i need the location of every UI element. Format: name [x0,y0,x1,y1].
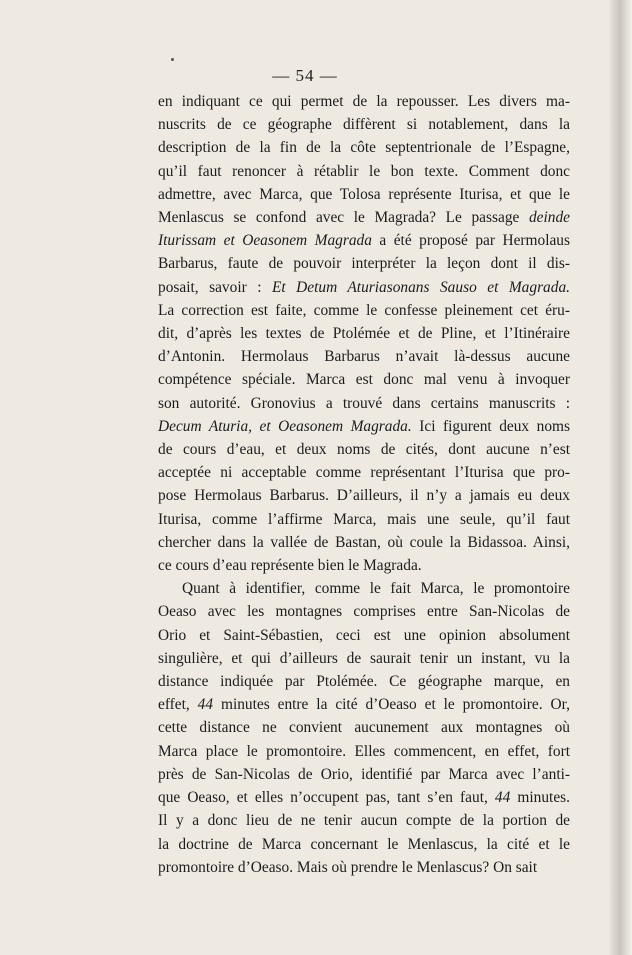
text-run: cette distance ne convient aucunement aux montagnes où [158,719,570,737]
text-line [158,183,570,206]
text-line [158,276,570,299]
text-run: promontoire d’Oeaso. Mais où prendre le Menlascus? On sait [158,858,538,876]
text-run: ce cours d’eau représente bien le Magrada. [158,557,422,575]
body-text [158,90,570,879]
text-run: a été proposé par Hermolaus [371,232,570,250]
text-run: Orio et Saint-Sébastien, ceci est une opinion absolument [158,626,570,644]
text-line [158,113,570,136]
text-line [158,833,570,856]
italic-run: Et Detum Aturiasonans Sauso et Magrada. [271,278,570,296]
text-run: posait, savoir : [158,278,272,296]
text-line [158,670,570,693]
text-run: son autorité. Gronovius a trouvé dans certains manuscrits : [158,394,570,412]
text-line [158,206,570,229]
italic-run: Iturissam et Oeasonem Magrada [158,232,372,250]
text-line [158,136,570,159]
text-run: effet, [158,696,198,714]
text-run: Menlascus se confond avec le Magrada? Le passage [158,209,529,227]
text-run: singulière, et qui d’ailleurs de saurait tenir un instant, vu la [158,649,570,667]
text-run: Marca place le promontoire. Elles commencent, en effet, fort [158,742,570,760]
text-run: Oeaso avec les montagnes comprises entre San-Nicolas de [158,603,570,621]
text-run: chercher dans la vallée de Bastan, où coule la Bidassoa. Ainsi, [158,533,570,551]
text-run: d’Antonin. Hermolaus Barbarus n’avait là-dessus aucune [158,348,570,366]
text-line [158,647,570,670]
text-run: de cours d’eau, et deux noms de cités, dont aucune n’est [158,441,570,459]
text-run: que Oeaso, et elles n’occupent pas, tant s’en faut, [158,789,495,807]
text-run: minutes entre la cité d’Oeaso et le promontoire. Or, [213,696,570,714]
text-line [158,438,570,461]
text-line [158,716,570,739]
italic-run: 44 [197,696,214,714]
text-line [158,554,570,577]
text-line [158,368,570,391]
page-number: — 54 — [272,66,338,85]
text-run: pose Hermolaus Barbarus. D’ailleurs, il n’y a jamais eu deux [158,487,570,505]
text-run: nuscrits de ce géographe diffèrent si notablement, dans la [158,116,570,134]
text-run: la doctrine de Marca concernant le Menlascus, la cité et le [158,835,570,853]
text-line [158,763,570,786]
text-run: Il y a donc lieu de ne tenir aucun compte de la portion de [158,812,570,830]
text-line [158,229,570,252]
text-line [158,415,570,438]
text-run: qu’il faut renoncer à rétablir le bon texte. Comment donc [158,162,570,180]
text-run: compétence spéciale. Marca est donc mal venu à invoquer [158,371,570,389]
text-run: La correction est faite, comme le confesse pleinement cet éru- [158,301,570,319]
text-run: description de la fin de la côte septentrionale de l’Espagne, [158,139,570,157]
text-run: Ici figurent deux noms [411,417,570,435]
text-run: Quant à identifier, comme le fait Marca, le promontoire [182,580,570,598]
text-line [158,577,570,600]
italic-run: 44 [494,789,511,807]
text-run: distance indiquée par Ptolémée. Ce géographe marque, en [158,673,570,691]
text-run: admettre, avec Marca, que Tolosa représente Iturisa, et que le [158,185,570,203]
italic-run: deinde [528,209,570,227]
text-run: près de San-Nicolas de Orio, identifié par Marca avec l’anti- [158,765,570,783]
text-line [158,856,570,879]
text-line [158,484,570,507]
text-run: acceptée ni acceptable comme représentant l’Iturisa que pro- [158,464,570,482]
text-line [158,624,570,647]
text-line [158,693,570,716]
text-run: Barbarus, faute de pouvoir interpréter la leçon dont il dis- [158,255,570,273]
text-line [158,508,570,531]
text-line [158,392,570,415]
text-line [158,160,570,183]
text-run: Iturisa, comme l’affirme Marca, mais une seule, qu’il faut [158,510,570,528]
text-line [158,322,570,345]
text-line [158,299,570,322]
page-edge [610,0,632,955]
paragraph [158,90,570,577]
text-line [158,90,570,113]
text-line [158,809,570,832]
paragraph [158,577,570,879]
italic-run: Decum Aturia, et Oeasonem Magrada. [158,417,412,435]
text-line [158,461,570,484]
ink-spot [171,58,174,61]
text-line [158,600,570,623]
text-run: dit, d’après les textes de Ptolémée et de Pline, et l’Itinéraire [158,325,570,343]
text-line [158,531,570,554]
text-line [158,252,570,275]
text-run: en indiquant ce qui permet de la repousser. Les divers ma- [158,93,570,110]
text-line [158,345,570,368]
text-line [158,786,570,809]
text-run: minutes. [510,789,570,807]
text-line [158,740,570,763]
